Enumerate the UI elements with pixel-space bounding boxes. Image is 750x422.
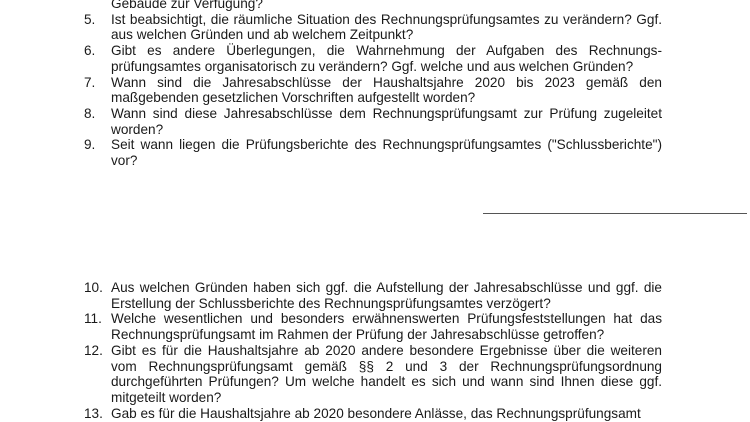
item-text: Aus welchen Gründen haben sich ggf. die Aufstellung der Jahresabschlüsse und ggf. die Erstellung der Schlussberichte des Rechnungsprüfungsamtes verzögert? <box>111 280 662 311</box>
item-text: Seit wann liegen die Prüfungsberichte des Rechnungsprüfungsamtes ("Schlussberichte") vor? <box>111 137 662 169</box>
item-number: 7. <box>84 74 96 90</box>
item-number: 11. <box>84 311 102 327</box>
list-item-fragment <box>84 0 662 12</box>
list-item <box>84 75 662 106</box>
list-item <box>84 280 662 311</box>
list-item <box>84 311 662 342</box>
item-text: Gibt es andere Überlegungen, die Wahrnehmung der Aufgaben des Rechnungs-prüfungsamtes organisatorisch zu verändern? Ggf. welche und aus welchen Gründen? <box>111 43 662 74</box>
fragment-text: Gebäude zur Verfügung? <box>111 0 263 11</box>
question-list-bottom <box>84 280 662 421</box>
item-number: 13. <box>84 405 103 421</box>
list-item <box>84 406 662 422</box>
page-divider-line <box>483 213 747 214</box>
item-text: Ist beabsichtigt, die räumliche Situation des Rechnungsprüfungsamtes zu verändern? Ggf. aus welchen Gründen und ab welchem Zeitpunkt? <box>111 11 662 43</box>
list-item <box>84 137 662 168</box>
list-item <box>84 343 662 406</box>
item-text: Wann sind diese Jahresabschlüsse dem Rechnungsprüfungsamt zur Prüfung zugeleitet worden? <box>111 105 662 137</box>
item-number: 10. <box>84 280 103 295</box>
list-item <box>84 12 662 43</box>
question-list-top <box>84 0 662 169</box>
item-number: 6. <box>84 43 96 59</box>
list-item <box>84 43 662 74</box>
list-item <box>84 106 662 137</box>
item-text: Wann sind die Jahresabschlüsse der Haushaltsjahre 2020 bis 2023 gemäß den maßgebenden gesetzlichen Vorschriften aufgestellt worden? <box>111 74 662 106</box>
item-text: Gab es für die Haushaltsjahre ab 2020 besondere Anlässe, das Rechnungsprüfungsamt <box>111 405 641 421</box>
item-text: Welche wesentlichen und besonders erwähnenswerten Prüfungsfeststellungen hat das Rechnungsprüfungsamt im Rahmen der Prüfung der Jahresabschlüsse getroffen? <box>111 311 662 343</box>
item-number: 9. <box>84 137 96 153</box>
item-text: Gibt es für die Haushaltsjahre ab 2020 andere besondere Ergebnisse über die weiteren vom Rechnungsprüfungsamt gemäß §§ 2 und 3 der Rechnungsprüfungsordnung durchgeführten Prüfungen? Um welche handelt es sich und wann sind Ihnen diese ggf. mitgeteilt worden? <box>111 342 662 405</box>
item-number: 12. <box>84 342 103 358</box>
item-number: 8. <box>84 105 96 121</box>
item-number: 5. <box>84 11 96 27</box>
